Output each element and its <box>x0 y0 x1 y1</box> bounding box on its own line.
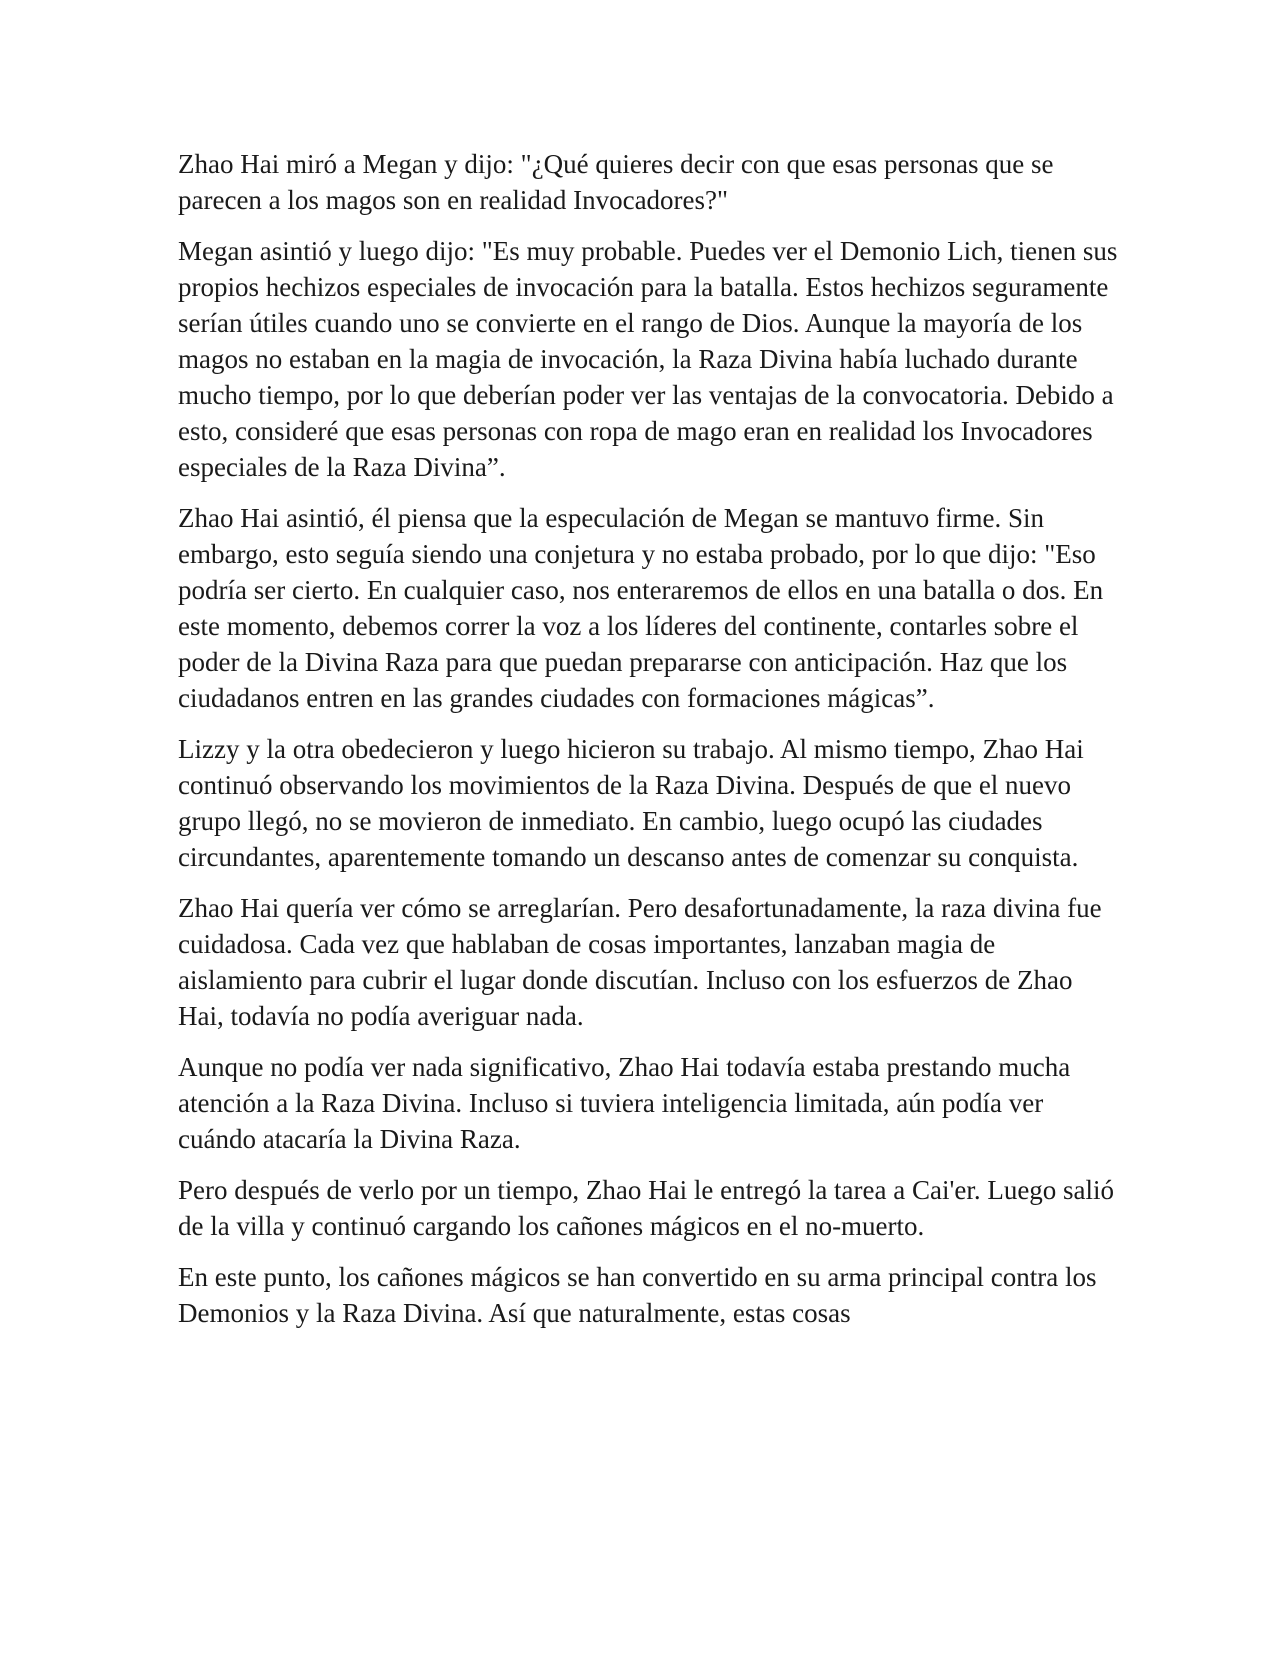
paragraph: Zhao Hai asintió, él piensa que la especulación de Megan se mantuvo firme. Sin embargo, esto seguía siendo una conjetura y no estaba probado, por lo que dijo: "Eso podría ser cierto. En cualquier caso, nos enteraremos de ellos en una batalla o dos. En este momento, debemos correr la voz a los líderes del continente, contarles sobre el poder de la Divina Raza para que puedan prepararse con anticipación. Haz que los ciudadanos entren en las grandes ciudades con formaciones mágicas”. <box>178 503 1104 713</box>
paragraph: Aunque no podía ver nada significativo, Zhao Hai todavía estaba prestando mucha atención a la Raza Divina. Incluso si tuviera inteligencia limitada, aún podía ver cuándo atacaría la Divina Raza. <box>178 1052 1071 1154</box>
paragraph: En este punto, los cañones mágicos se han convertido en su arma principal contra los Demonios y la Raza Divina. Así que naturalmente, estas cosas <box>178 1262 1097 1328</box>
paragraph: Pero después de verlo por un tiempo, Zhao Hai le entregó la tarea a Cai'er. Luego salió de la villa y continuó cargando los cañones mágicos en el no-muerto. <box>178 1175 1115 1241</box>
document-body <box>178 146 1118 1346</box>
paragraph: Megan asintió y luego dijo: "Es muy probable. Puedes ver el Demonio Lich, tienen sus propios hechizos especiales de invocación para la batalla. Estos hechizos seguramente serían útiles cuando uno se convierte en el rango de Dios. Aunque la mayoría de los magos no estaban en la magia de invocación, la Raza Divina había luchado durante mucho tiempo, por lo que deberían poder ver las ventajas de la convocatoria. Debido a esto, consideré que esas personas con ropa de mago eran en realidad los Invocadores especiales de la Raza Divina”. <box>178 236 1118 482</box>
paragraph: Zhao Hai miró a Megan y dijo: "¿Qué quieres decir con que esas personas que se parecen a los magos son en realidad Invocadores?" <box>178 149 1054 215</box>
paragraph: Zhao Hai quería ver cómo se arreglarían. Pero desafortunadamente, la raza divina fue cuidadosa. Cada vez que hablaban de cosas importantes, lanzaban magia de aislamiento para cubrir el lugar donde discutían. Incluso con los esfuerzos de Zhao Hai, todavía no podía averiguar nada. <box>178 893 1102 1031</box>
paragraph: Lizzy y la otra obedecieron y luego hicieron su trabajo. Al mismo tiempo, Zhao Hai continuó observando los movimientos de la Raza Divina. Después de que el nuevo grupo llegó, no se movieron de inmediato. En cambio, luego ocupó las ciudades circundantes, aparentemente tomando un descanso antes de comenzar su conquista. <box>178 734 1084 872</box>
